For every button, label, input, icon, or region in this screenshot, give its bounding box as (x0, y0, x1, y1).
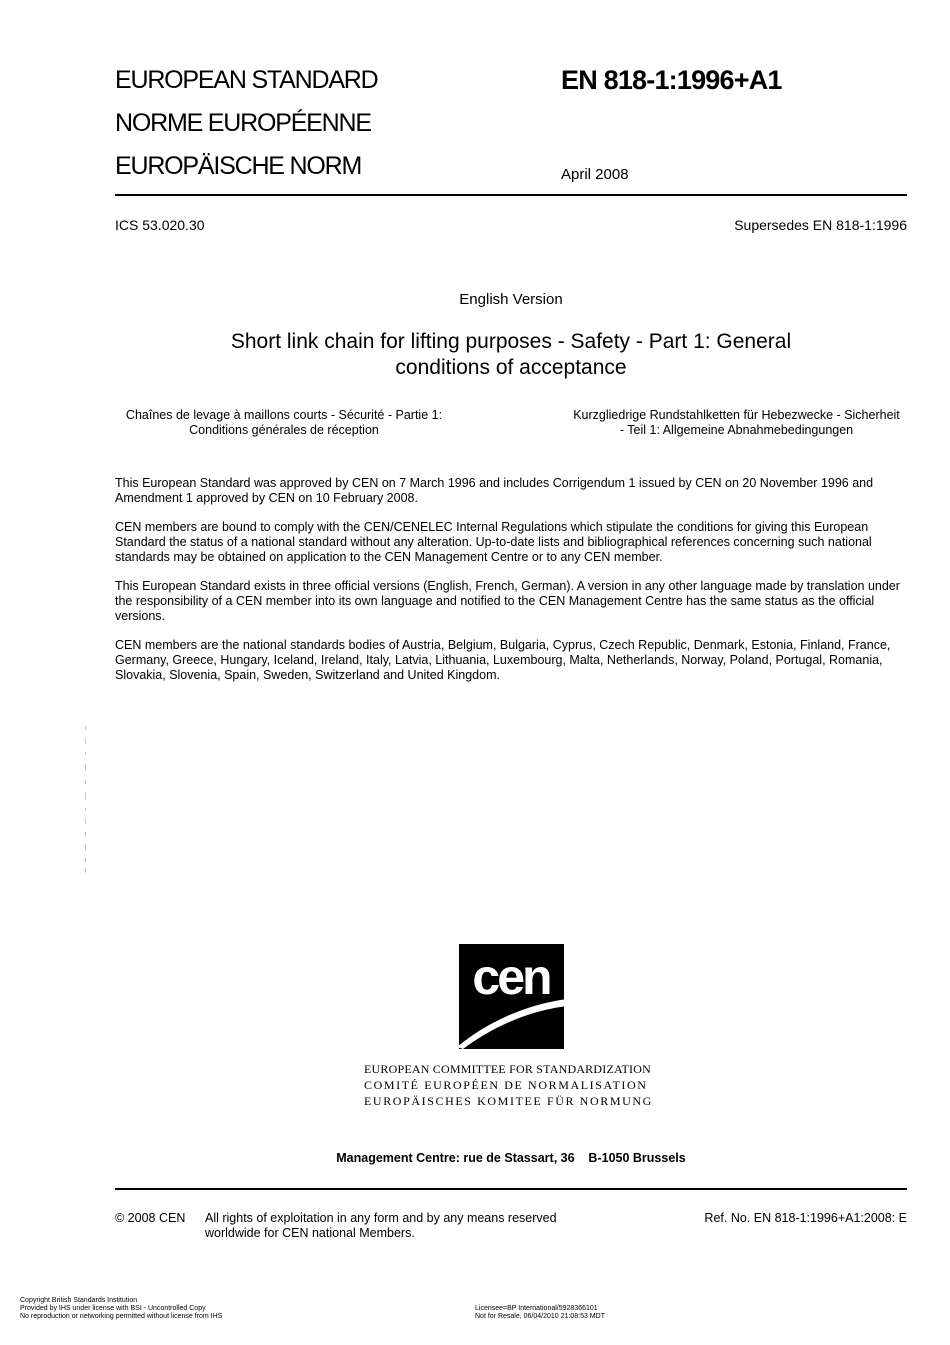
title-line-en: EUROPEAN STANDARD (115, 66, 378, 94)
german-title-line: Kurzgliedrige Rundstahlketten für Hebezwecke - Sicherheit (573, 408, 900, 422)
footer-rule (115, 1188, 907, 1190)
document-title (115, 329, 907, 381)
rights-statement (205, 1211, 557, 1241)
versions-paragraph: This European Standard exists in three official versions (English, French, German). A version in any other language made by translation under the responsibility of a CEN member into its own language and notified to the CEN Management Centre has the same status as the official versions. (115, 579, 900, 623)
standard-number: EN 818-1:1996+A1 (561, 65, 782, 95)
committee-name-fr: COMITÉ EUROPÉEN DE NORMALISATION (364, 1078, 648, 1092)
document-title-line: conditions of acceptance (395, 356, 627, 379)
approval-paragraph: This European Standard was approved by CEN on 7 March 1996 and includes Corrigendum 1 issued by CEN on 20 November 1996 and Amendment 1 approved by CEN on 10 February 2008. (115, 476, 874, 505)
ics-code: ICS 53.020.30 (115, 217, 205, 233)
publication-date: April 2008 (561, 166, 629, 183)
license-line: Provided by IHS under license with BSI - Uncontrolled Copy (20, 1305, 206, 1312)
rights-line: worldwide for CEN national Members. (205, 1226, 415, 1240)
rights-line: All rights of exploitation in any form and by any means reserved (205, 1211, 557, 1225)
license-line: No reproduction or networking permitted without license from IHS (20, 1313, 223, 1320)
reference-number: Ref. No. EN 818-1:1996+A1:2008: E (704, 1211, 907, 1225)
management-centre-address: Management Centre: rue de Stassart, 36 B-1050 Brussels (336, 1151, 686, 1165)
french-title-line: Conditions générales de réception (189, 423, 379, 437)
copyright: © 2008 CEN (115, 1211, 186, 1225)
french-title-line: Chaînes de levage à maillons courts - Sécurité - Partie 1: (125, 408, 443, 422)
french-title (115, 408, 453, 438)
license-info-right (475, 1305, 605, 1321)
title-line-de: EUROPÄISCHE NORM (115, 152, 362, 180)
german-title-line: - Teil 1: Allgemeine Abnahmebedingungen (619, 423, 854, 437)
supersedes: Supersedes EN 818-1:1996 (734, 217, 907, 233)
margin-stamp (82, 726, 90, 874)
document-title-line: Short link chain for lifting purposes - Safety - Part 1: General (230, 330, 792, 353)
license-line: Not for Resale, 06/04/2010 21:08:53 MDT (475, 1313, 605, 1320)
license-line: Licensee=BP International/5928366101 (475, 1305, 598, 1312)
german-title (566, 408, 907, 438)
committee-name-en: EUROPEAN COMMITTEE FOR STANDARDIZATION (364, 1062, 651, 1076)
title-line-fr: NORME EUROPÉENNE (115, 109, 371, 137)
members-paragraph: CEN members are the national standards bodies of Austria, Belgium, Bulgaria, Cyprus, Czech Republic, Denmark, Estonia, Finland, France, Germany, Greece, Hungary, Iceland, Ireland, Italy, Latvia, Lithuania, Luxembourg, Malta, Netherlands, Norway, Poland, Portugal, Romania, Slovakia, Slovenia, Spain, Sweden, Switzerland and United Kingdom. (115, 638, 891, 682)
compliance-paragraph: CEN members are bound to comply with the CEN/CENELEC Internal Regulations which stipulate the conditions for giving this European Standard the status of a national standard without any alteration. Up-to-date lists and bibliographical references concerning such national standards may be obtained on application to the CEN Management Centre or to any CEN member. (115, 520, 872, 564)
header-rule (115, 194, 907, 196)
committee-name-de: EUROPÄISCHES KOMITEE FÜR NORMUNG (364, 1094, 653, 1108)
license-line: Copyright British Standards Institution (20, 1297, 138, 1304)
cen-logo (459, 944, 564, 1049)
version-label: English Version (459, 291, 563, 308)
license-info-left (20, 1297, 222, 1321)
cen-logo-text: cen (472, 949, 550, 1005)
